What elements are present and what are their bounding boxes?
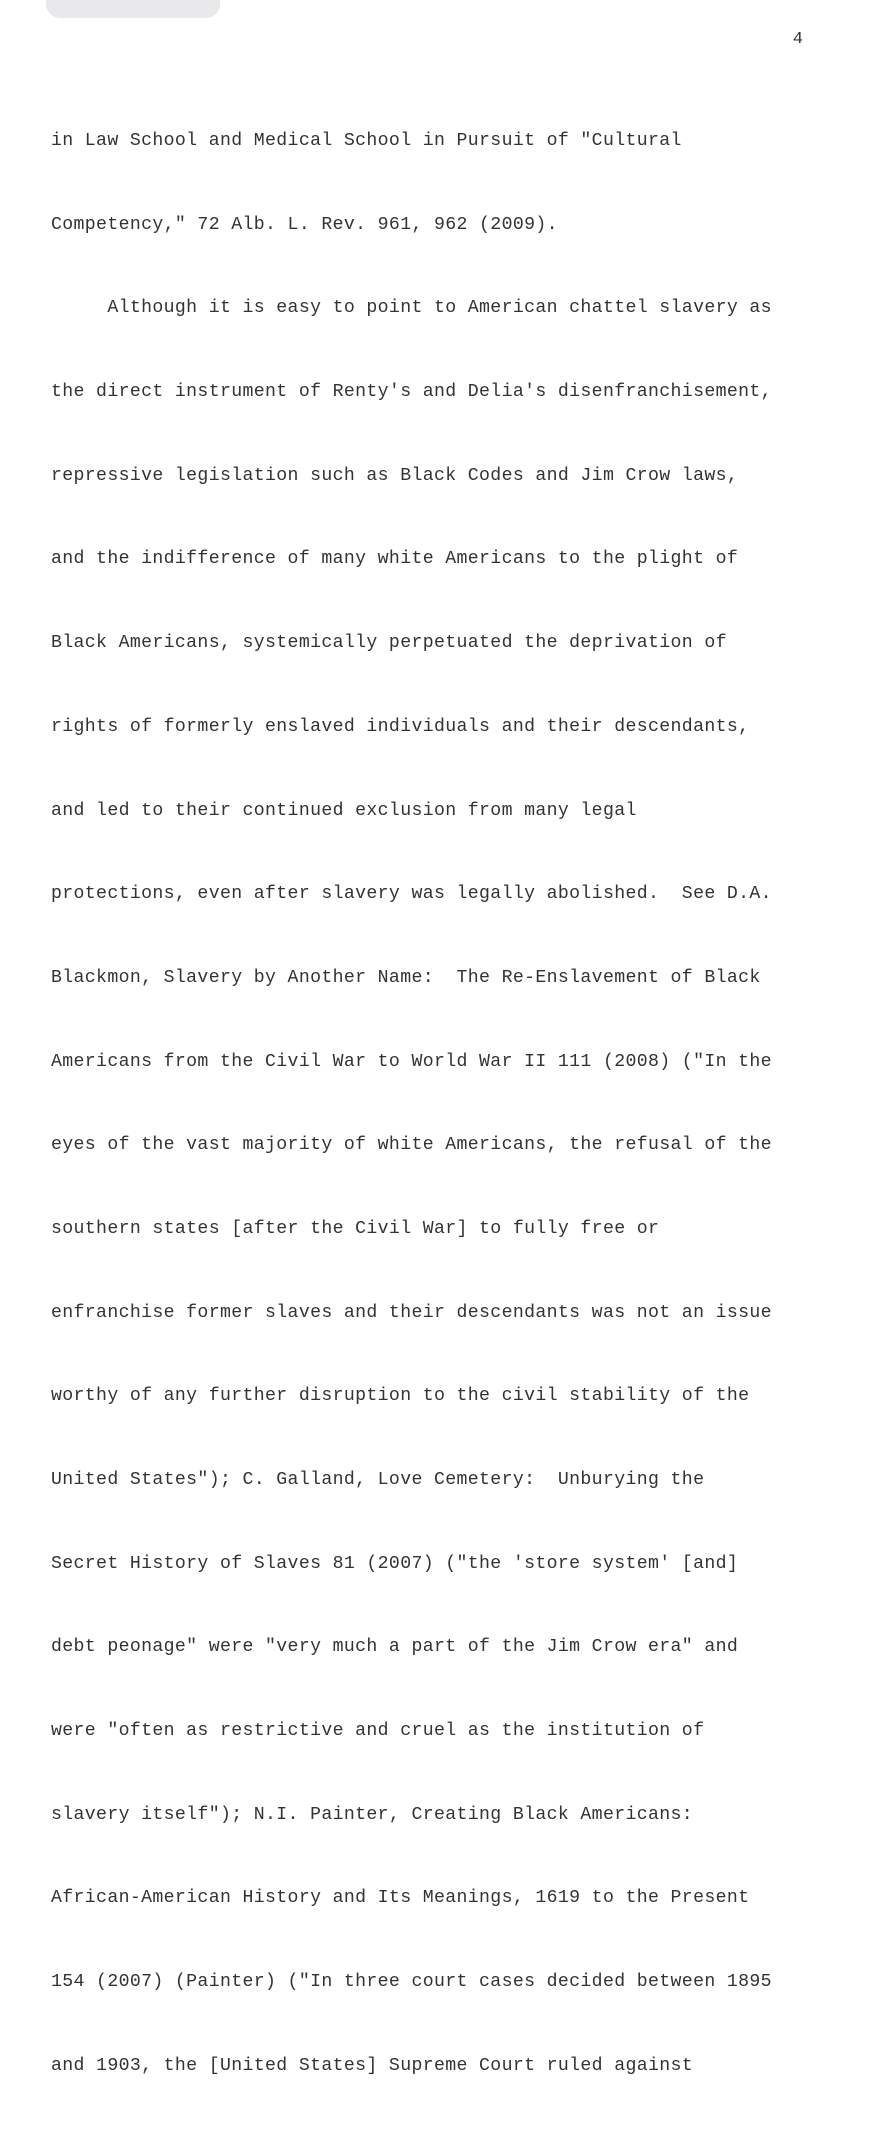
body-text xyxy=(51,80,841,2129)
top-overlay-tab xyxy=(46,0,220,18)
text-line: protections, even after slavery was legally abolished. See D.A. xyxy=(51,884,772,905)
text-line: Although it is easy to point to American chattel slavery as xyxy=(51,298,772,319)
text-line: slavery itself"); N.I. Painter, Creating Black Americans: xyxy=(51,1804,694,1825)
text-line: 154 (2007) (Painter) ("In three court cases decided between 1895 xyxy=(51,1972,772,1993)
text-line: Americans from the Civil War to World War II 111 (2008) ("In the xyxy=(51,1051,772,1072)
text-line: in Law School and Medical School in Pursuit of "Cultural xyxy=(51,131,682,151)
text-line: repressive legislation such as Black Codes and Jim Crow laws, xyxy=(51,465,739,486)
text-line: African-American History and Its Meanings, 1619 to the Present xyxy=(51,1888,750,1909)
text-line: southern states [after the Civil War] to fully free or xyxy=(51,1218,660,1239)
text-line: eyes of the vast majority of white Americans, the refusal of the xyxy=(51,1135,772,1156)
text-line: enfranchise former slaves and their descendants was not an issue xyxy=(51,1302,772,1323)
text-line: worthy of any further disruption to the civil stability of the xyxy=(51,1386,750,1407)
text-line: were "often as restrictive and cruel as the institution of xyxy=(51,1721,705,1742)
text-line: debt peonage" were "very much a part of the Jim Crow era" and xyxy=(51,1637,739,1658)
text-line: and the indifference of many white Americans to the plight of xyxy=(51,549,739,570)
text-line: Secret History of Slaves 81 (2007) ("the 'store system' [and] xyxy=(51,1553,739,1574)
text-line: and led to their continued exclusion from many legal xyxy=(51,800,637,821)
text-line: Black Americans, systemically perpetuated the deprivation of xyxy=(51,633,727,654)
text-line: rights of formerly enslaved individuals and their descendants, xyxy=(51,716,750,737)
text-line: the direct instrument of Renty's and Delia's disenfranchisement, xyxy=(51,382,772,403)
text-line: Blackmon, Slavery by Another Name: The Re-Enslavement of Black xyxy=(51,967,761,988)
text-line: United States"); C. Galland, Love Cemetery: Unburying the xyxy=(51,1470,705,1490)
text-line: Competency," 72 Alb. L. Rev. 961, 962 (2009). xyxy=(51,214,558,235)
text-line: and 1903, the [United States] Supreme Court ruled against xyxy=(51,2055,694,2076)
page-number: 4 xyxy=(792,30,803,49)
